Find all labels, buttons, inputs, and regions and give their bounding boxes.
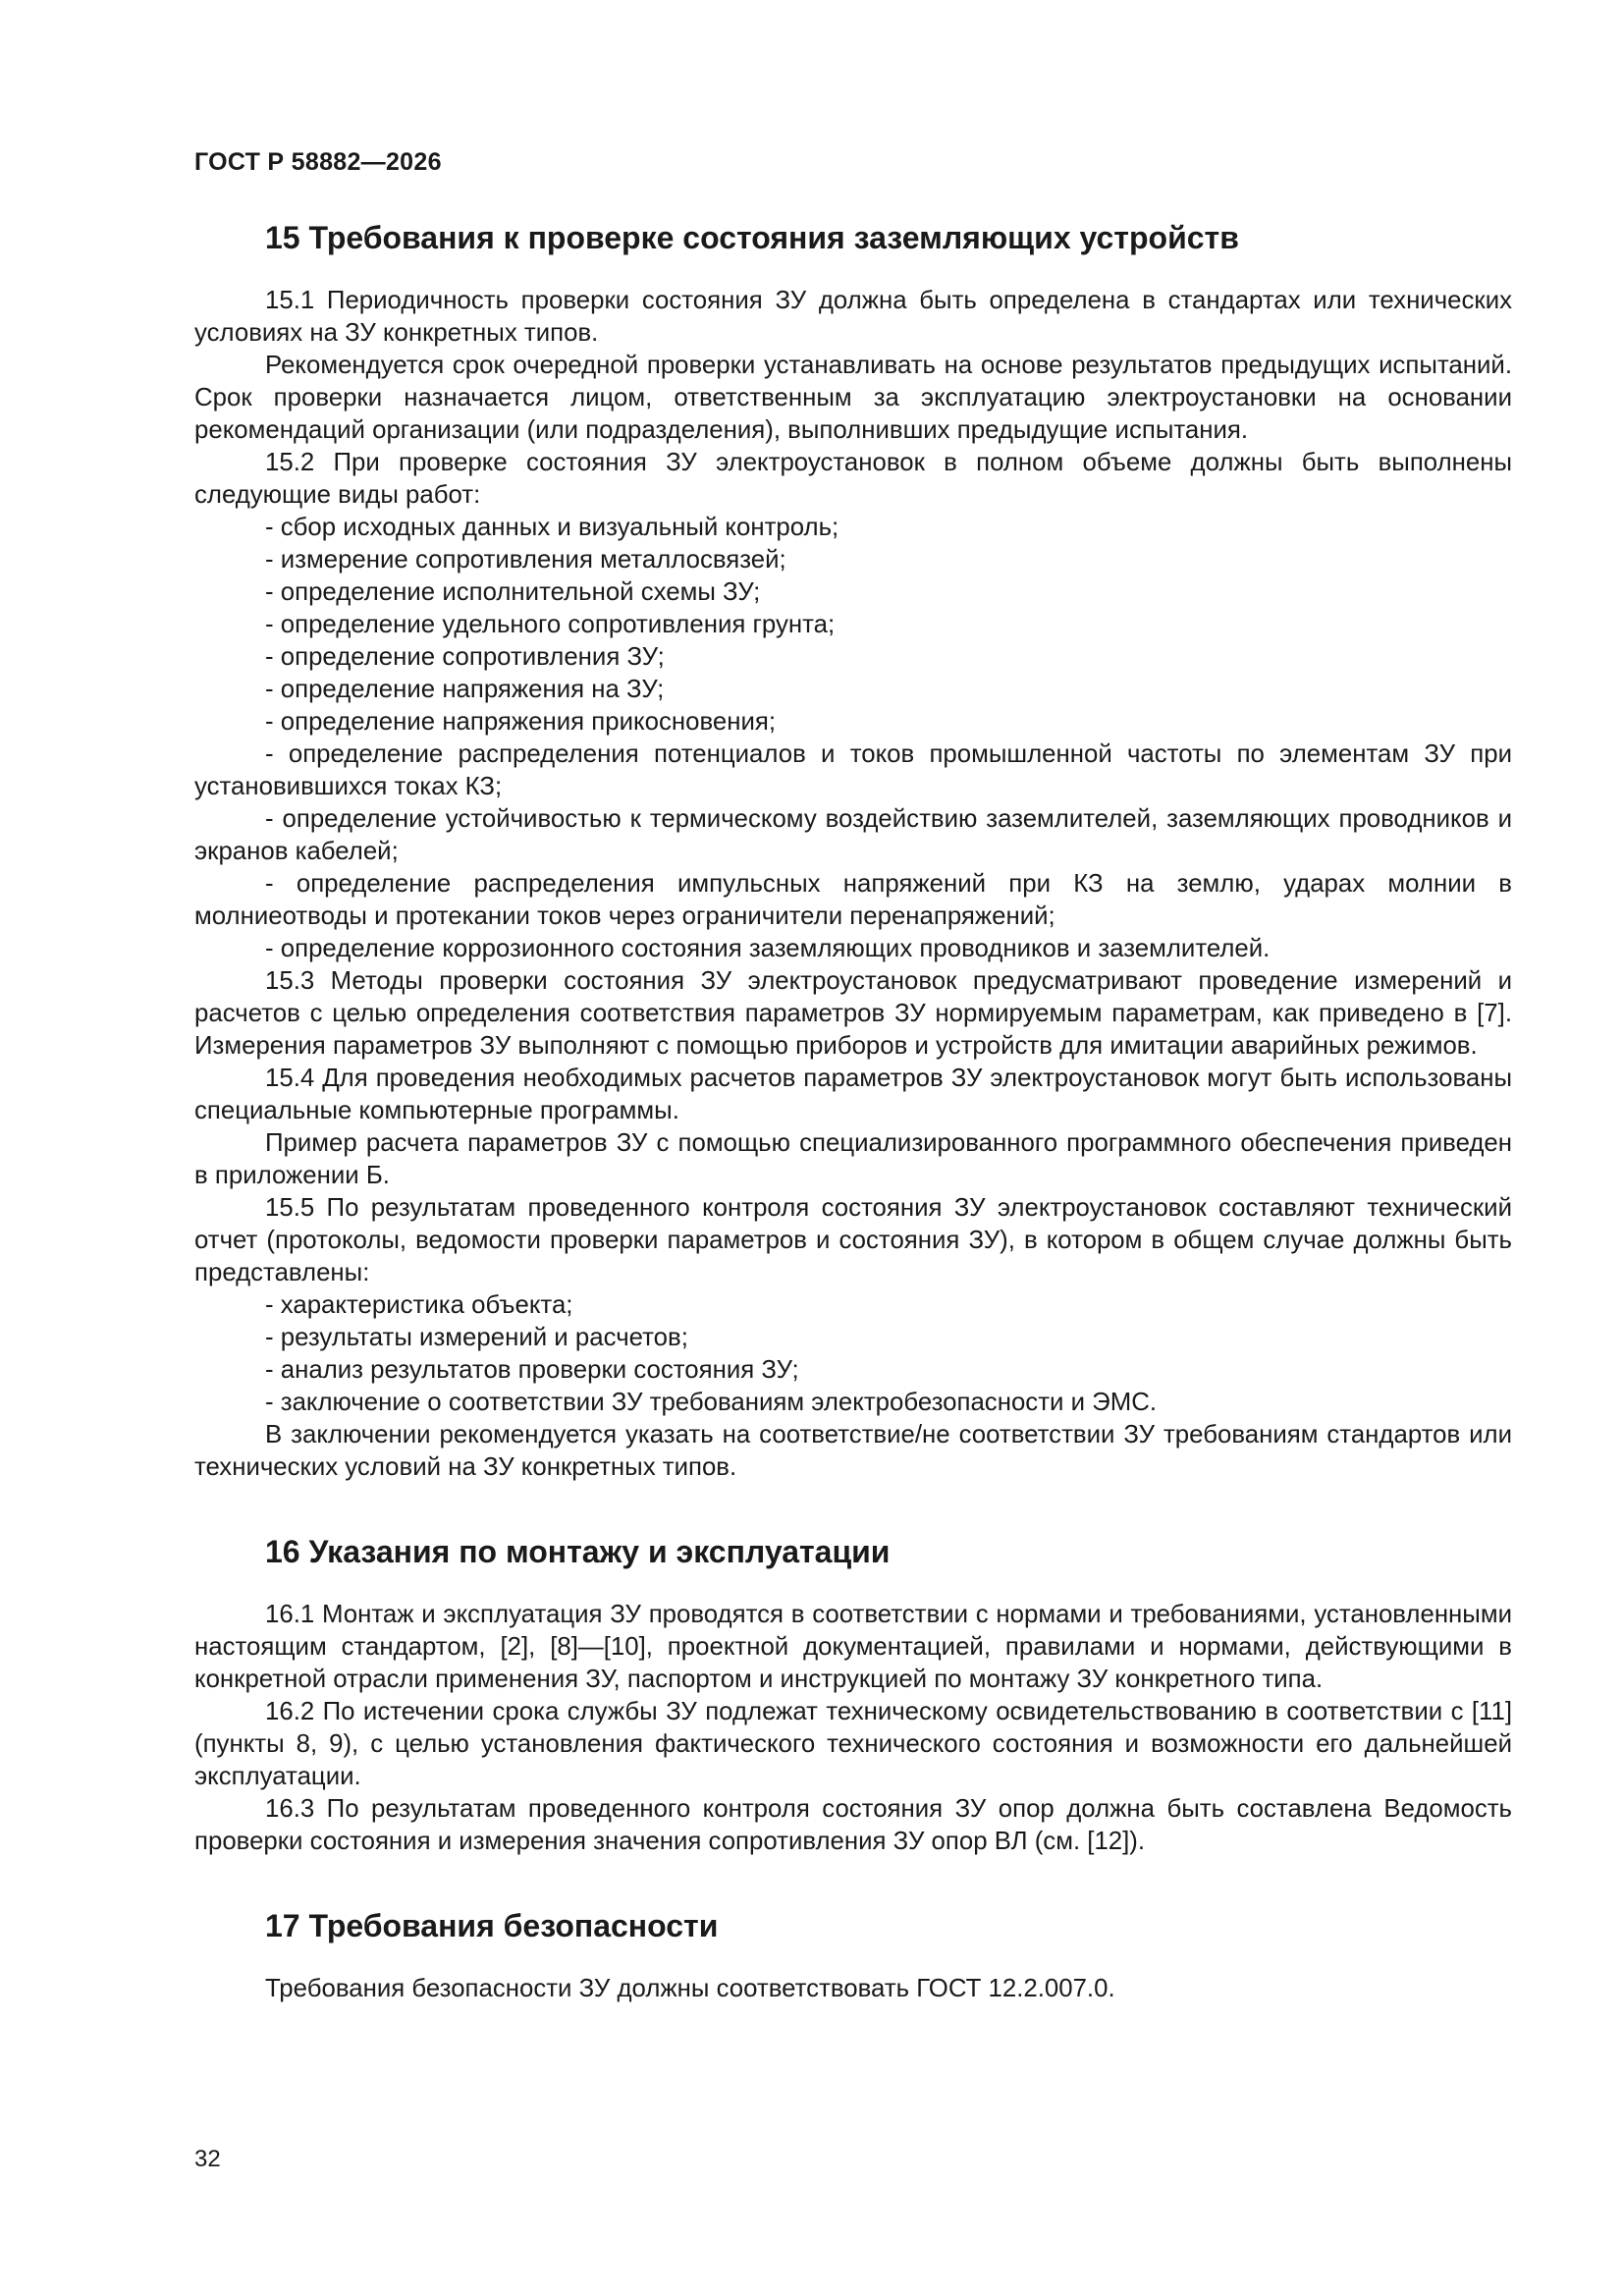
list-item: - определение удельного сопротивления грунта; [265,611,836,638]
paragraph-17: Требования безопасности ЗУ должны соответствовать ГОСТ 12.2.007.0. [265,1975,1115,2002]
paragraph-15-2: 15.2 При проверке состояния ЗУ электроустановок в полном объеме должны быть выполнены следующие виды работ: [194,449,1512,509]
paragraph-15-4-example: Пример расчета параметров ЗУ с помощью специализированного программного обеспечения приведен в приложении Б. [194,1129,1512,1189]
report-items-list [194,1289,1512,1419]
paragraph-15-5: 15.5 По результатам проведенного контроля состояния ЗУ электроустановок составляют технический отчет (протоколы, ведомости проверки параметров и состояния ЗУ), в котором в общем случае должны быть представлены: [194,1194,1512,1286]
list-item: - определение коррозионного состояния заземляющих проводников и заземлителей. [265,935,1271,962]
paragraph-15-5-conclusion: В заключении рекомендуется указать на соответствие/не соответствии ЗУ требованиям стандартов или технических условий на ЗУ конкретных типов. [194,1421,1512,1481]
list-item: - определение напряжения прикосновения; [265,708,776,736]
list-item: - измерение сопротивления металлосвязей; [265,546,786,574]
list-item: - определение исполнительной схемы ЗУ; [265,578,761,606]
paragraph-15-1: 15.1 Периодичность проверки состояния ЗУ должна быть определена в стандартах или технических условиях на ЗУ конкретных типов. [194,287,1512,347]
paragraph-15-1-recommendation: Рекомендуется срок очередной проверки устанавливать на основе результатов предыдущих испытаний. Срок проверки назначается лицом, ответственным за эксплуатацию электроустановки на основании рекомендаций организации (или подразделения), выполнивших предыдущие испытания. [194,352,1512,444]
section-17-title: 17 Требования безопасности [265,1908,719,1943]
paragraph-15-3: 15.3 Методы проверки состояния ЗУ электроустановок предусматривают проведение измерений и расчетов с целью определения соответствия параметров ЗУ нормируемым параметрам, как приведено в [7]. Измерения параметров ЗУ выполняют с помощью приборов и устройств для имитации аварийных режимов. [194,967,1512,1060]
document-id-header: ГОСТ Р 58882—2026 [194,148,442,176]
section-16-title: 16 Указания по монтажу и эксплуатации [265,1534,891,1569]
works-list [194,512,1512,965]
paragraph-16-2: 16.2 По истечении срока службы ЗУ подлежат техническому освидетельствованию в соответствии с [11] (пункты 8, 9), с целью установления фактического технического состояния и возможности его дальнейшей эксплуатации. [194,1698,1512,1790]
list-item: - сбор исходных данных и визуальный контроль; [265,514,839,541]
list-item: - определение устойчивостью к термическому воздействию заземлителей, заземляющих проводников и экранов кабелей; [194,805,1512,865]
list-item: - определение сопротивления ЗУ; [265,643,665,671]
list-item: - характеристика объекта; [265,1291,573,1319]
list-item: - определение распределения потенциалов и токов промышленной частоты по элементам ЗУ при установившихся токах КЗ; [194,740,1512,800]
page-number: 32 [194,2146,221,2172]
paragraph-16-3: 16.3 По результатам проведенного контроля состояния ЗУ опор должна быть составлена Ведомость проверки состояния и измерения значения сопротивления ЗУ опор ВЛ (см. [12]). [194,1795,1512,1855]
list-item: - результаты измерений и расчетов; [265,1324,688,1351]
section-15-title: 15 Требования к проверке состояния заземляющих устройств [265,220,1239,255]
list-item: - определение распределения импульсных напряжений при КЗ на землю, ударах молнии в молниеотводы и протекании токов через ограничители перенапряжений; [194,870,1512,930]
paragraph-15-4: 15.4 Для проведения необходимых расчетов параметров ЗУ электроустановок могут быть использованы специальные компьютерные программы. [194,1065,1512,1124]
page-content [194,218,1512,2005]
list-item: - заключение о соответствии ЗУ требованиям электробезопасности и ЭМС. [265,1389,1157,1416]
paragraph-16-1: 16.1 Монтаж и эксплуатация ЗУ проводятся в соответствии с нормами и требованиями, установленными настоящим стандартом, [2], [8]—[10], проектной документацией, правилами и нормами, действующими в конкретной отрасли применения ЗУ, паспортом и инструкцией по монтажу ЗУ конкретного типа. [194,1601,1512,1693]
list-item: - анализ результатов проверки состояния ЗУ; [265,1356,799,1384]
list-item: - определение напряжения на ЗУ; [265,676,665,703]
